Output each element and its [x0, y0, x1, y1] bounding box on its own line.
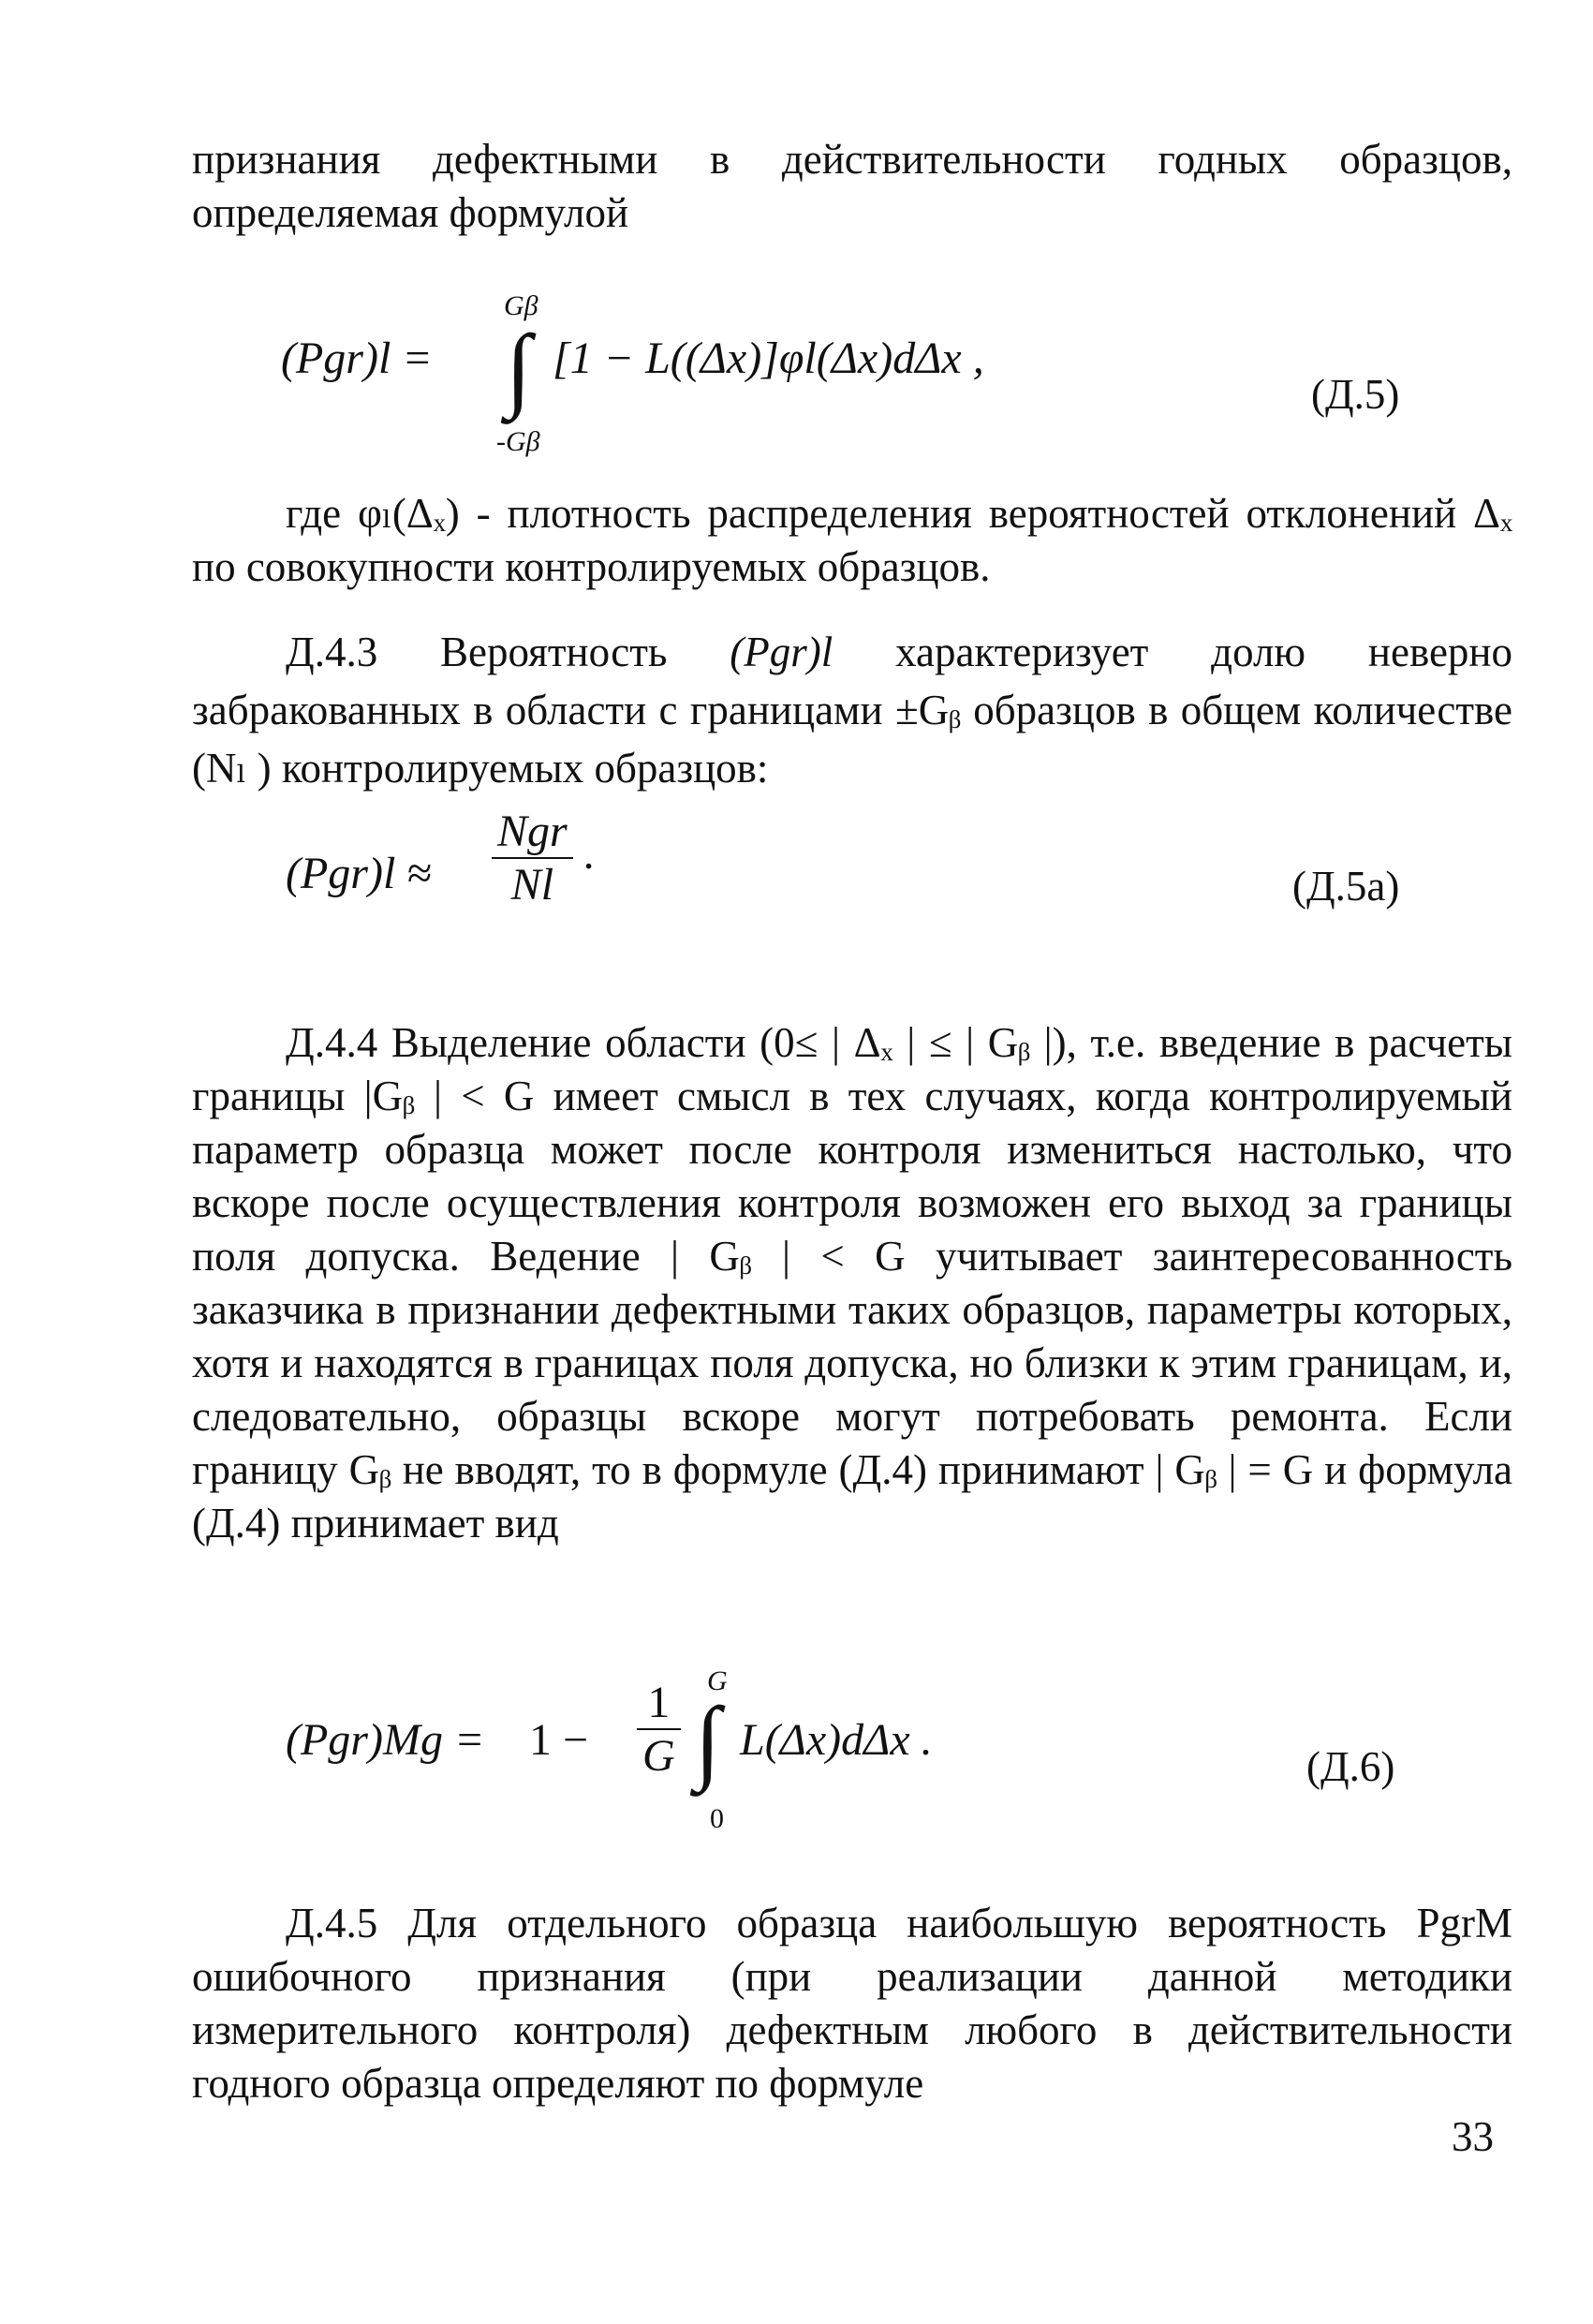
paragraph-d45-text: Д.4.5 Для отдельного образца наибольшую вероятность PgrM ошибочного признания (при реализации данной методики измерительного контроля) дефектным любого в действительности годного образца определяют по формуле — [192, 1900, 1512, 2107]
equation-number-d5: (Д.5) — [1311, 371, 1400, 418]
formula-d5-body: [1 − L((Δx)]φl(Δx)dΔx , — [553, 333, 984, 383]
integral-sign-d6: ∫ — [695, 1688, 721, 1792]
formula-d5-upper-limit: Gβ — [504, 290, 538, 321]
formula-d5a-lhs: (Pgr)l ≈ — [286, 849, 432, 898]
paragraph-d45 — [192, 1897, 1512, 2110]
paragraph-d43-rest: характеризует долю неверно забракованных в области с границами ±Gᵦ образцов в общем количестве (Nₗ ) контролируемых образцов: — [192, 629, 1512, 792]
paragraph-d44-text: Д.4.4 Выделение области (0≤ | Δₓ | ≤ | Gᵦ |), т.е. введение в расчеты границы |Gᵦ | < G имеет смысл в тех случаях, когда контролируемый параметр образца может после контроля измениться настолько, что вскоре после осуществления контроля возможен его выход за границы поля допуска. Ведение | Gᵦ | < G учитывает заинтересованность заказчика в признании дефектными таких образцов, параметры которых, хотя и находятся в границах поля допуска, но близки к этим границам, и, следовательно, образцы вскоре могут потребовать ремонта. Если границу Gᵦ не вводят, то в формуле (Д.4) принимают | Gᵦ | = G и формула (Д.4) принимает вид — [192, 1019, 1512, 1547]
formula-d6-one: 1 − — [529, 1715, 589, 1765]
formula-d5-lower-limit: -Gβ — [496, 426, 540, 457]
formula-d6-body: L(Δx)dΔx . — [740, 1715, 933, 1765]
formula-d5a-tail: . — [583, 829, 596, 880]
paragraph-where — [192, 487, 1512, 594]
formula-d6-numerator: 1 — [637, 1677, 681, 1730]
inline-formula-pgr: (Pgr)l — [730, 629, 833, 675]
formula-d6-lhs: (Pgr)Mg = — [286, 1715, 485, 1765]
formula-d5a-denominator: Nl — [510, 860, 554, 910]
formula-d5-lhs: (Pgr)l = — [281, 333, 433, 383]
paragraph-d43 — [192, 623, 1512, 797]
formula-d6-denominator: G — [642, 1731, 675, 1781]
formula-d6-upper-limit: G — [707, 1665, 728, 1696]
equation-number-d5a: (Д.5а) — [1292, 863, 1400, 910]
formula-d5a-numerator: Ngr — [492, 806, 573, 859]
equation-number-d6: (Д.6) — [1306, 1743, 1395, 1790]
formula-d6-lower-limit: 0 — [710, 1803, 724, 1834]
formula-d5a-fraction — [492, 806, 596, 910]
paragraph-d44 — [192, 1016, 1512, 1550]
paragraph-where-text: где φₗ(Δₓ) - плотность распределения вероятностей отклонений Δₓ по совокупности контролируемых образцов. — [192, 490, 1512, 590]
page-number: 33 — [1452, 2113, 1494, 2160]
paragraph-d43-lead: Д.4.3 Вероятность — [286, 629, 668, 675]
paragraph-intro: признания дефектными в действительности годных образцов, определяемая формулой — [192, 136, 1512, 236]
integral-sign-d5: ∫ — [506, 316, 532, 420]
formula-d6-fraction — [637, 1677, 681, 1782]
